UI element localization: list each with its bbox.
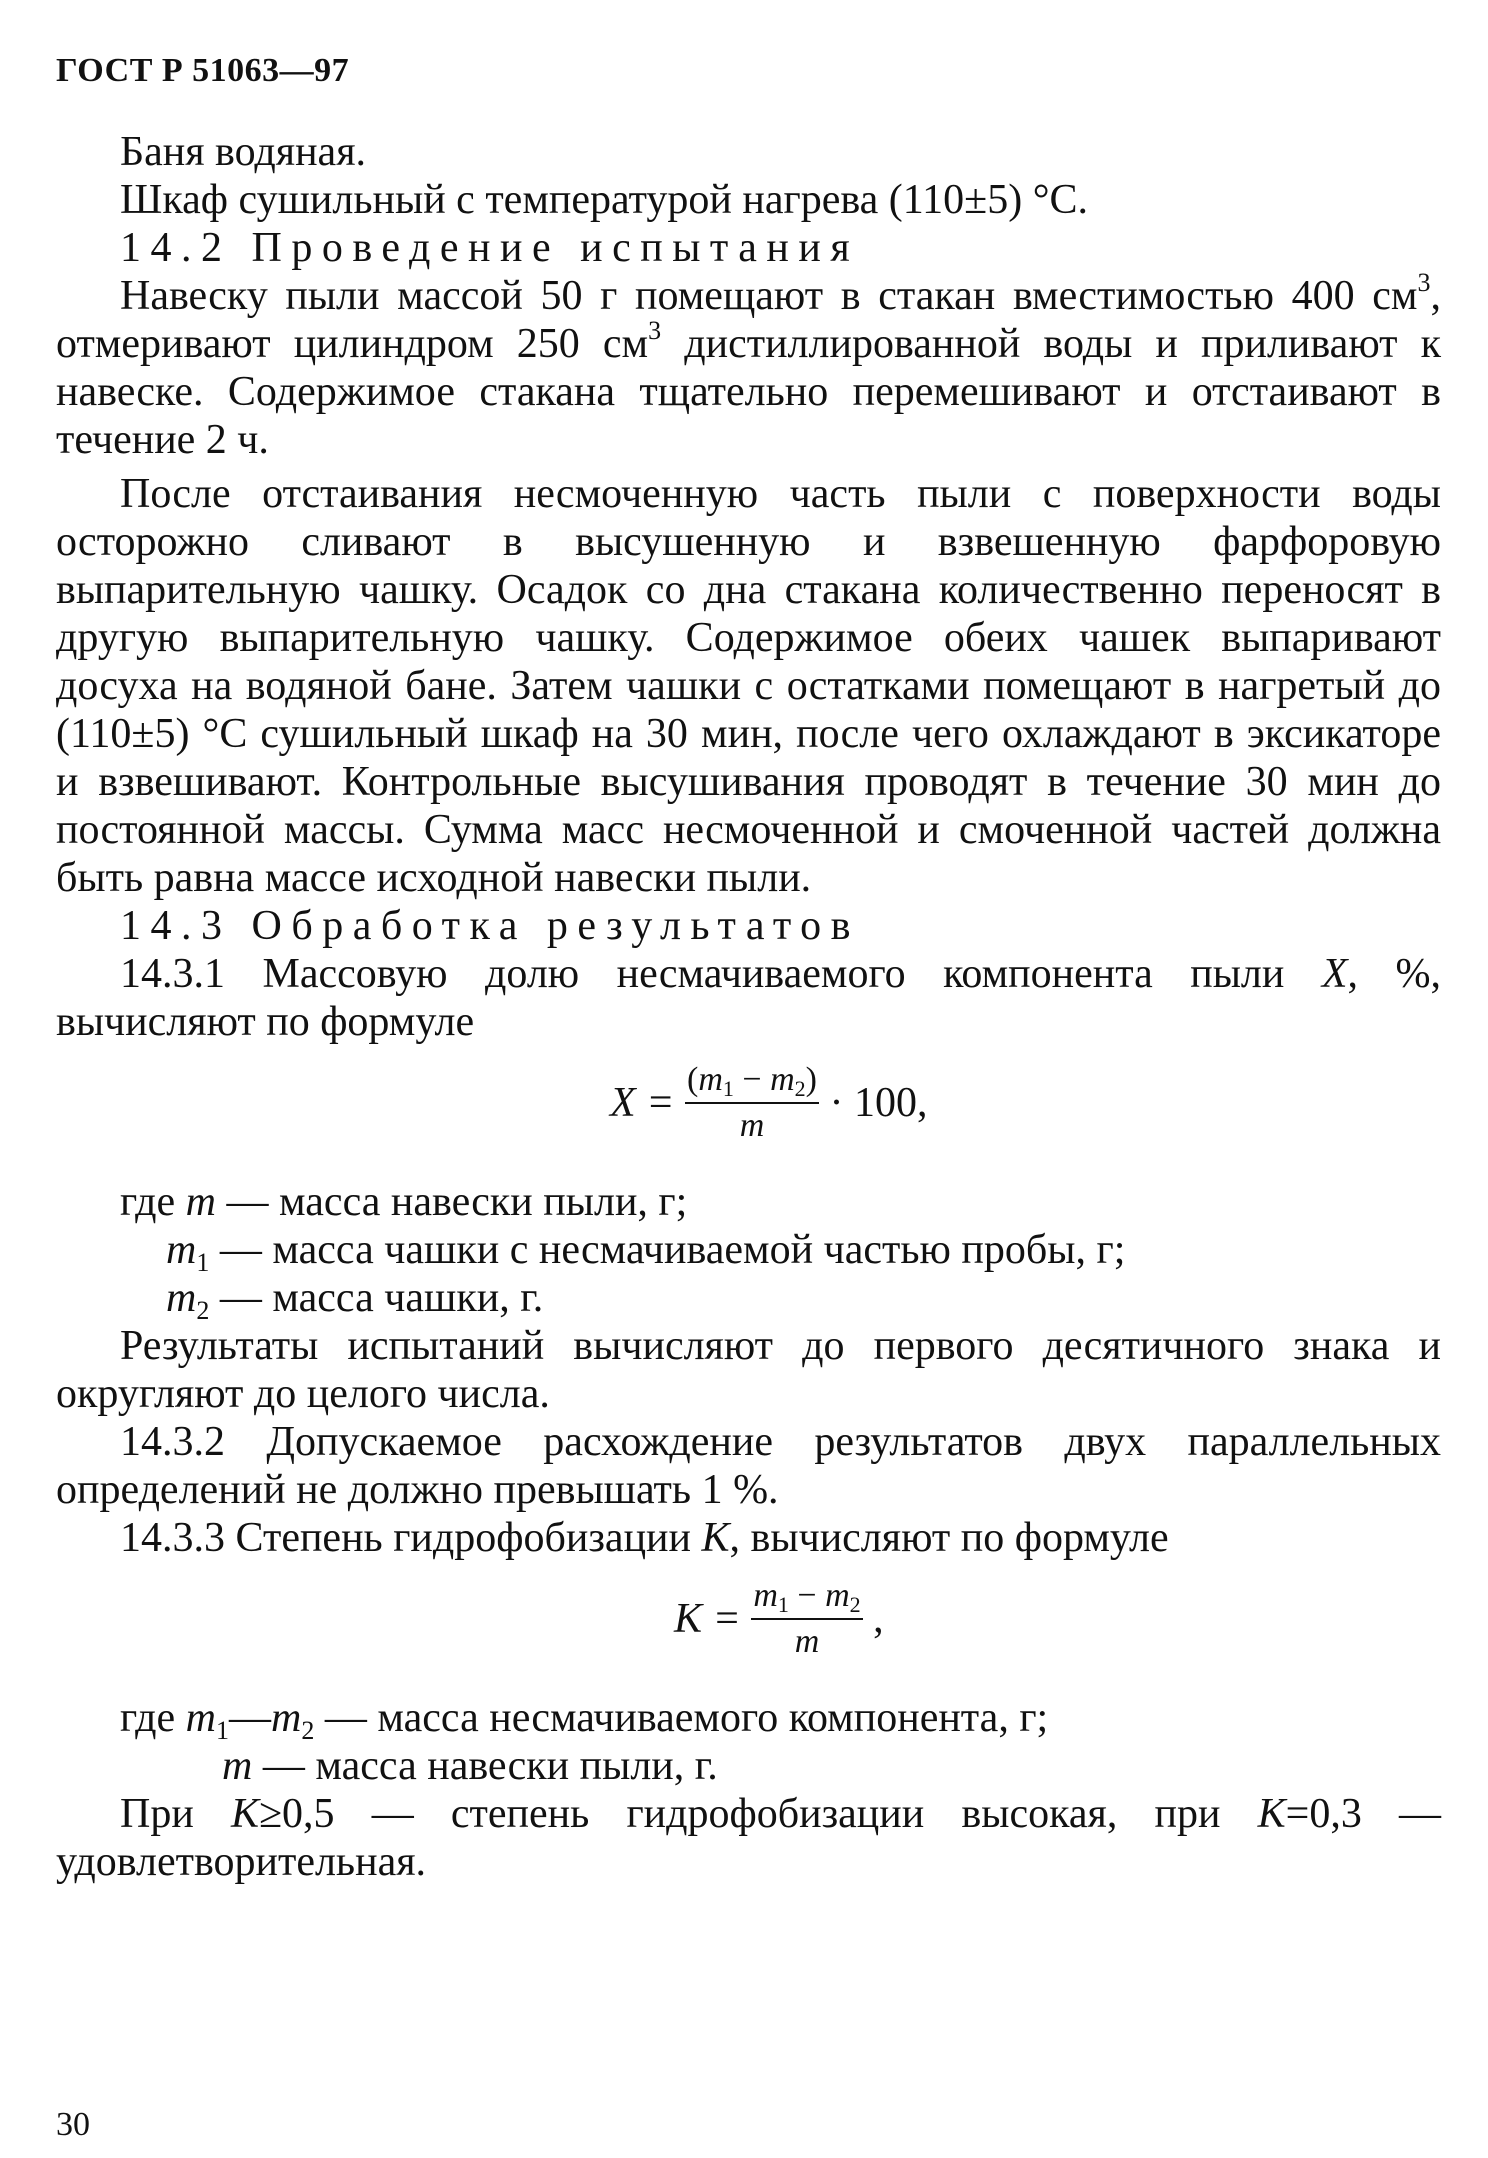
- formula-numerator: $(m_1 - m_2)$: [687, 1061, 817, 1101]
- formula-fraction: [685, 1060, 819, 1146]
- where-clause: m — масса навески пыли, г.: [222, 1743, 718, 1789]
- paragraph: При K≥0,5 — степень гидрофобизации высокая, при K=0,3 — удовлетворительная.: [56, 1791, 1441, 1885]
- fraction-bar: [751, 1618, 862, 1620]
- equipment-item: Баня водяная.: [120, 129, 367, 175]
- where-clause: $m_1$ — масса чашки с несмачиваемой частью пробы, г;: [166, 1227, 1126, 1277]
- formula-denominator: m: [739, 1107, 765, 1144]
- where-clause: $m_2$ — масса чашки, г.: [166, 1275, 544, 1325]
- fraction-bar: [685, 1102, 819, 1104]
- page-number: 30: [56, 2106, 90, 2143]
- formula-lhs: K =: [674, 1596, 741, 1642]
- paragraph: 14.3.3 Степень гидрофобизации K, вычисляют по формуле: [120, 1515, 1169, 1561]
- formula-fraction: [751, 1576, 862, 1662]
- document-page: [56, 0, 1441, 2158]
- formula-rhs: ,: [873, 1596, 884, 1642]
- section-heading-14-2: 14.2 Проведение испытания: [120, 225, 860, 271]
- formula-k: [56, 1562, 1441, 1694]
- where-clause: где m — масса навески пыли, г;: [120, 1179, 688, 1225]
- document-body: [56, 128, 1441, 1886]
- formula-denominator: m: [794, 1623, 820, 1660]
- formula-x: [56, 1046, 1441, 1178]
- section-heading-14-3: 14.3 Обработка результатов: [120, 903, 861, 949]
- paragraph: Результаты испытаний вычисляют до первого десятичного знака и округляют до целого числа.: [56, 1323, 1441, 1417]
- formula-lhs: X =: [610, 1080, 675, 1126]
- paragraph: 14.3.2 Допускаемое расхождение результатов двух параллельных определений не должно превышать 1 %.: [56, 1419, 1441, 1513]
- document-header: ГОСТ Р 51063—97: [56, 52, 350, 89]
- paragraph: После отстаивания несмоченную часть пыли с поверхности воды осторожно сливают в высушенную и взвешенную фарфоровую выпарительную чашку. Осадок со дна стакана количественно переносят в другую выпарительную чашку. Содержимое обеих чашек выпаривают досуха на водяной бане. Затем чашки с остатками помещают в нагретый до (110±5) °С сушильный шкаф на 30 мин, после чего охлаждают в эксикаторе и взвешивают. Контрольные высушивания проводят в течение 30 мин до постоянной массы. Сумма масс несмоченной и смоченной частей должна быть равна массе исходной навески пыли.: [56, 471, 1441, 901]
- paragraph: Навеску пыли массой 50 г помещают в стакан вместимостью 400 $см^3$, отмеривают цилиндром 250 $см^3$ дистиллированной воды и приливают к навеске. Содержимое стакана тщательно перемешивают и отстаивают в течение 2 ч.: [56, 268, 1441, 463]
- paragraph: 14.3.1 Массовую долю несмачиваемого компонента пыли X, %, вычисляют по формуле: [56, 951, 1441, 1045]
- equipment-item: Шкаф сушильный с температурой нагрева (110±5) °С.: [120, 177, 1089, 223]
- where-clause: где $m_1—m_2$ — масса несмачиваемого компонента, г;: [120, 1695, 1049, 1745]
- formula-rhs: · 100,: [829, 1080, 928, 1126]
- formula-numerator: $m_1 - m_2$: [753, 1577, 861, 1617]
